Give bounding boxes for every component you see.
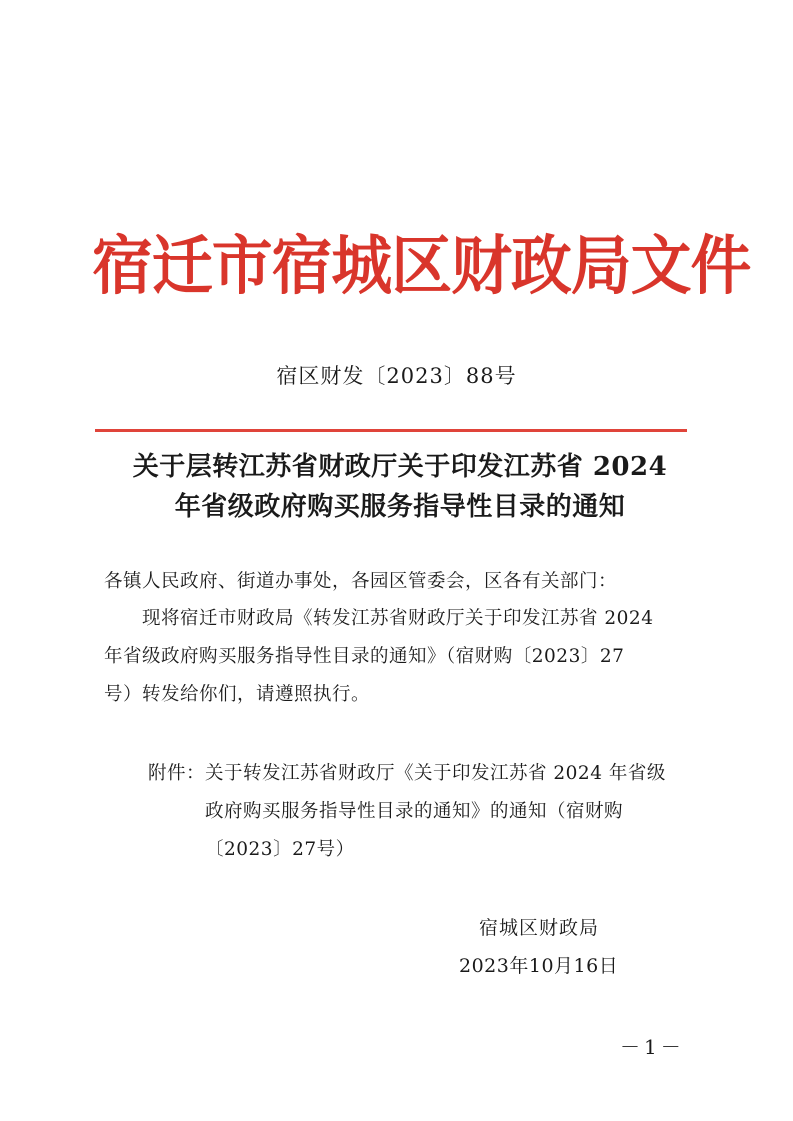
notice-title-line-2: 年省级政府购买服务指导性目录的通知 [174, 492, 626, 522]
body-paragraph [104, 600, 694, 714]
salutation: 各镇人民政府、街道办事处，各园区管委会，区各有关部门： [104, 571, 618, 592]
notice-title [80, 447, 720, 527]
body-paragraph-line: 年省级政府购买服务指导性目录的通知》（宿财购〔2023〕27 [104, 646, 625, 667]
attachment-note [148, 755, 708, 869]
attachment-line: 〔2023〕27号） [205, 839, 355, 860]
page-number: －1－ [620, 1035, 685, 1059]
attachment-line: 政府购买服务指导性目录的通知》的通知（宿财购 [205, 801, 624, 822]
document-number: 宿区财发〔2023〕88号 [276, 364, 517, 388]
body-paragraph-line: 号）转发给你们，请遵照执行。 [104, 684, 371, 705]
issue-date: 2023年10月16日 [459, 955, 619, 977]
attachment-line: 附件：关于转发江苏省财政厅《关于印发江苏省 2024 年省级 [148, 763, 666, 784]
red-divider-rule [95, 429, 687, 432]
body-paragraph-line: 现将宿迁市财政局《转发江苏省财政厅关于印发江苏省 2024 [142, 608, 654, 629]
notice-title-line-1: 关于层转江苏省财政厅关于印发江苏省 2024 [132, 452, 668, 482]
issuer-name: 宿城区财政局 [479, 917, 600, 939]
document-header-title: 宿迁市宿城区财政局文件 [92, 230, 751, 304]
